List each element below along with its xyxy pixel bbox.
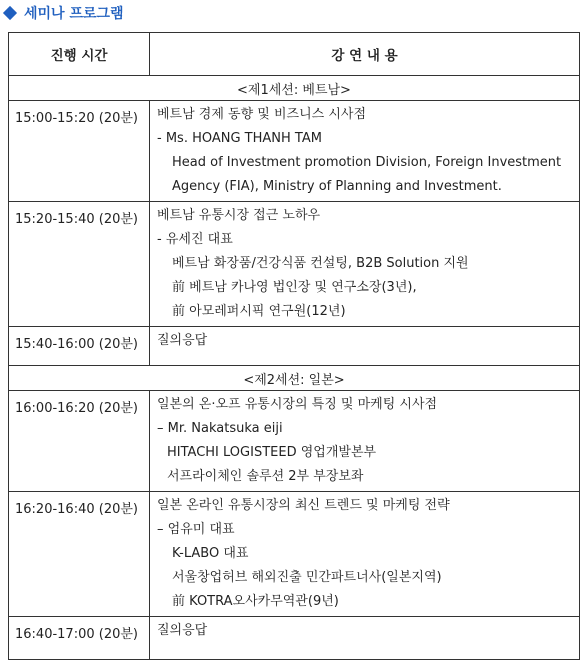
- content-cell: [150, 391, 580, 492]
- talk-title: 베트남 경제 동향 및 비즈니스 시사점: [157, 107, 367, 122]
- speaker-detail: 前 아모레퍼시픽 연구원(12년): [172, 304, 346, 319]
- speaker-detail: Agency (FIA), Ministry of Planning and Investment.: [172, 179, 502, 194]
- speaker-detail: K-LABO 대표: [172, 546, 249, 561]
- content-cell: [150, 327, 580, 366]
- content-cell: [150, 492, 580, 617]
- time-cell: 16:00-16:20 (20분): [9, 391, 150, 492]
- talk-title: 일본 온라인 유통시장의 최신 트렌드 및 마케팅 전략: [157, 498, 450, 513]
- table-row: [9, 391, 580, 492]
- session-row-vietnam: [9, 76, 580, 101]
- session-row-japan: [9, 366, 580, 391]
- speaker-detail: 前 베트남 카나영 법인장 및 연구소장(3년),: [172, 280, 417, 295]
- talk-title: 일본의 온·오프 유통시장의 특징 및 마케팅 시사점: [157, 397, 438, 412]
- talk-title: 질의응답: [157, 333, 208, 348]
- talk-title: 베트남 유통시장 접근 노하우: [157, 208, 321, 223]
- speaker-name: – 엄유미 대표: [157, 522, 235, 537]
- heading-title: 세미나 프로그램: [24, 6, 124, 22]
- speaker-detail: 前 KOTRA오사카무역관(9년): [172, 594, 339, 609]
- table-row: [9, 202, 580, 327]
- speaker-detail: 베트남 화장품/건강식품 컨설팅, B2B Solution 지원: [172, 256, 469, 271]
- header-content: 강 연 내 용: [150, 33, 580, 76]
- diamond-bullet-icon: [3, 6, 17, 20]
- table-row: [9, 101, 580, 202]
- speaker-detail: 서울창업허브 해외진출 민간파트너사(일본지역): [172, 570, 442, 585]
- time-cell: 16:40-17:00 (20분): [9, 617, 150, 660]
- table-row: [9, 492, 580, 617]
- speaker-name: - 유세진 대표: [157, 232, 233, 247]
- table-row: [9, 327, 580, 366]
- time-cell: 16:20-16:40 (20분): [9, 492, 150, 617]
- content-cell: [150, 617, 580, 660]
- content-cell: [150, 202, 580, 327]
- time-cell: 15:40-16:00 (20분): [9, 327, 150, 366]
- speaker-name: - Ms. HOANG THANH TAM: [157, 131, 322, 146]
- header-time: 진행 시간: [9, 33, 150, 76]
- table-header-row: [9, 33, 580, 76]
- session-label: <제2세션: 일본>: [9, 366, 580, 391]
- table-row: [9, 617, 580, 660]
- speaker-name: – Mr. Nakatsuka eiji: [157, 421, 283, 436]
- content-cell: [150, 101, 580, 202]
- time-cell: 15:20-15:40 (20분): [9, 202, 150, 327]
- speaker-detail: Head of Investment promotion Division, Foreign Investment: [172, 155, 562, 170]
- section-heading: [2, 2, 124, 24]
- session-label: <제1세션: 베트남>: [9, 76, 580, 101]
- talk-title: 질의응답: [157, 623, 208, 638]
- time-cell: 15:00-15:20 (20분): [9, 101, 150, 202]
- speaker-detail: 서프라이체인 솔루션 2부 부장보좌: [167, 469, 364, 484]
- speaker-detail: HITACHI LOGISTEED 영업개발본부: [167, 445, 377, 460]
- program-table: [8, 32, 580, 660]
